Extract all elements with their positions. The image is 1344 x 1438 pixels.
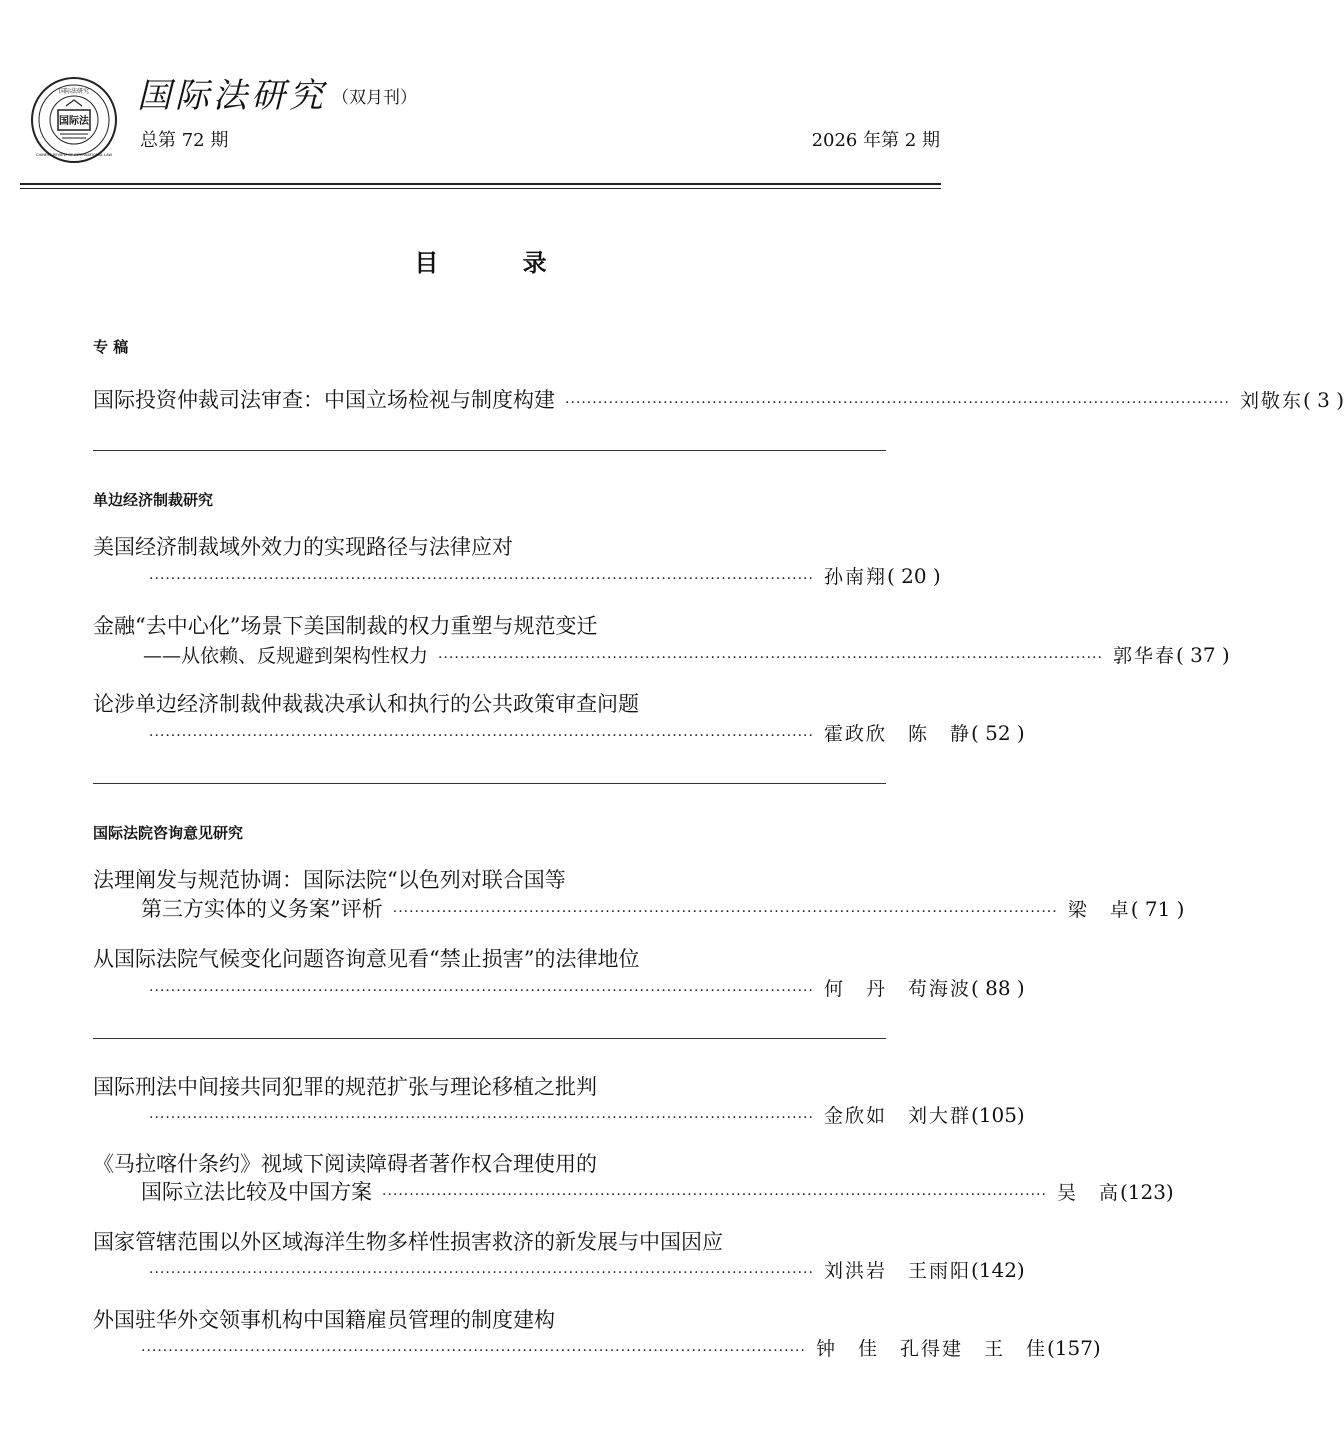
dot-leader: ·························································································································· bbox=[141, 1343, 806, 1359]
seal-top-text: 国际法研究 bbox=[58, 88, 90, 95]
entry-authors: 霍政欣 陈 静 bbox=[823, 723, 971, 745]
section-divider bbox=[93, 450, 886, 451]
entry-authors: 何 丹 苟海波 bbox=[823, 978, 971, 1000]
toc-entry-line bbox=[93, 719, 1025, 750]
toc-entry-line bbox=[93, 974, 1025, 1005]
section-divider bbox=[93, 1038, 886, 1039]
entry-subtitle: ——从依赖、反规避到架构性权力 bbox=[143, 645, 429, 667]
seal-ring-text: CHINESE REVIEW OF INTERNATIONAL LAW bbox=[35, 153, 113, 157]
entry-title[interactable]: 国际刑法中间接共同犯罪的规范扩张与理论移植之批判 bbox=[93, 1075, 597, 1099]
entry-page: (123) bbox=[1119, 1180, 1174, 1204]
section-divider bbox=[93, 783, 886, 784]
entry-title[interactable]: 《马拉喀什条约》视域下阅读障碍者著作权合理使用的 bbox=[93, 1152, 597, 1176]
toc-heading: 目 录 bbox=[414, 249, 585, 277]
entry-title-continuation: 第三方实体的义务案”评析 bbox=[141, 897, 383, 921]
entry-title[interactable]: 金融“去中心化”场景下美国制裁的权力重塑与规范变迁 bbox=[93, 614, 598, 638]
total-issue-number: 总第 72 期 bbox=[140, 130, 229, 151]
entry-page: (142) bbox=[970, 1258, 1025, 1282]
journal-frequency: （双月刊） bbox=[332, 88, 417, 108]
dot-leader: ·························································································································· bbox=[149, 1265, 814, 1281]
toc-entry-line bbox=[93, 562, 941, 593]
entry-page: ( 37 ) bbox=[1175, 643, 1230, 667]
dot-leader: ·························································································································· bbox=[149, 983, 814, 999]
entry-authors: 金欣如 刘大群 bbox=[823, 1105, 971, 1127]
dot-leader: ·························································································································· bbox=[382, 1187, 1047, 1203]
entry-page: ( 88 ) bbox=[970, 976, 1025, 1000]
section-title: 专 稿 bbox=[93, 338, 129, 356]
entry-authors: 刘洪岩 王雨阳 bbox=[823, 1260, 971, 1282]
dot-leader: ·························································································································· bbox=[149, 1110, 814, 1126]
year-issue-number: 2026 年第 2 期 bbox=[811, 130, 940, 151]
entry-page: (157) bbox=[1046, 1336, 1101, 1360]
dot-leader: ·························································································································· bbox=[565, 395, 1230, 411]
toc-entry-line bbox=[93, 641, 1230, 672]
dot-leader: ·························································································································· bbox=[149, 728, 814, 744]
entry-authors: 梁 卓 bbox=[1067, 899, 1131, 921]
entry-title-continuation: 国际立法比较及中国方案 bbox=[141, 1180, 372, 1204]
journal-title: 国际法研究 bbox=[137, 76, 327, 116]
section-title: 单边经济制裁研究 bbox=[93, 491, 214, 509]
entry-title[interactable]: 外国驻华外交领事机构中国籍雇员管理的制度建构 bbox=[93, 1308, 555, 1332]
toc-entry-line bbox=[93, 1178, 1174, 1209]
entry-page: (105) bbox=[970, 1103, 1025, 1127]
entry-title[interactable]: 国家管辖范围以外区域海洋生物多样性损害救济的新发展与中国因应 bbox=[93, 1230, 723, 1254]
entry-title[interactable]: 美国经济制裁域外效力的实现路径与法律应对 bbox=[93, 535, 513, 559]
toc-entry-line bbox=[93, 1256, 1025, 1287]
entry-page: ( 20 ) bbox=[886, 564, 941, 588]
entry-authors: 孙南翔 bbox=[823, 566, 887, 588]
entry-authors: 吴 高 bbox=[1056, 1182, 1120, 1204]
entry-authors: 郭华春 bbox=[1112, 645, 1176, 667]
entry-title[interactable]: 法理阐发与规范协调：国际法院“以色列对联合国等 bbox=[93, 868, 566, 892]
toc-entry-line bbox=[93, 1334, 1101, 1365]
entry-title[interactable]: 从国际法院气候变化问题咨询意见看“禁止损害”的法律地位 bbox=[93, 947, 640, 971]
entry-authors: 钟 佳 孔得建 王 佳 bbox=[815, 1338, 1047, 1360]
entry-title[interactable]: 论涉单边经济制裁仲裁裁决承认和执行的公共政策审查问题 bbox=[93, 692, 639, 716]
dot-leader: ·························································································································· bbox=[392, 904, 1058, 920]
toc-entry-line bbox=[93, 895, 1185, 926]
entry-page: ( 71 ) bbox=[1130, 897, 1185, 921]
section-title: 国际法院咨询意见研究 bbox=[93, 824, 244, 842]
seal-center-text: 国际法 bbox=[59, 116, 89, 127]
masthead-rule-thick bbox=[20, 183, 941, 185]
dot-leader: ·························································································································· bbox=[438, 650, 1103, 666]
entry-page: ( 3 ) bbox=[1302, 388, 1344, 412]
entry-page: ( 52 ) bbox=[970, 721, 1025, 745]
toc-entry-line bbox=[93, 1101, 1025, 1132]
entry-authors: 刘敬东 bbox=[1239, 390, 1303, 412]
masthead-rule-thin bbox=[20, 188, 941, 189]
journal-seal-icon bbox=[30, 76, 118, 164]
entry-title: 国际投资仲裁司法审查：中国立场检视与制度构建 bbox=[93, 388, 555, 412]
toc-entry[interactable] bbox=[93, 386, 1344, 417]
dot-leader: ·························································································································· bbox=[149, 571, 814, 587]
